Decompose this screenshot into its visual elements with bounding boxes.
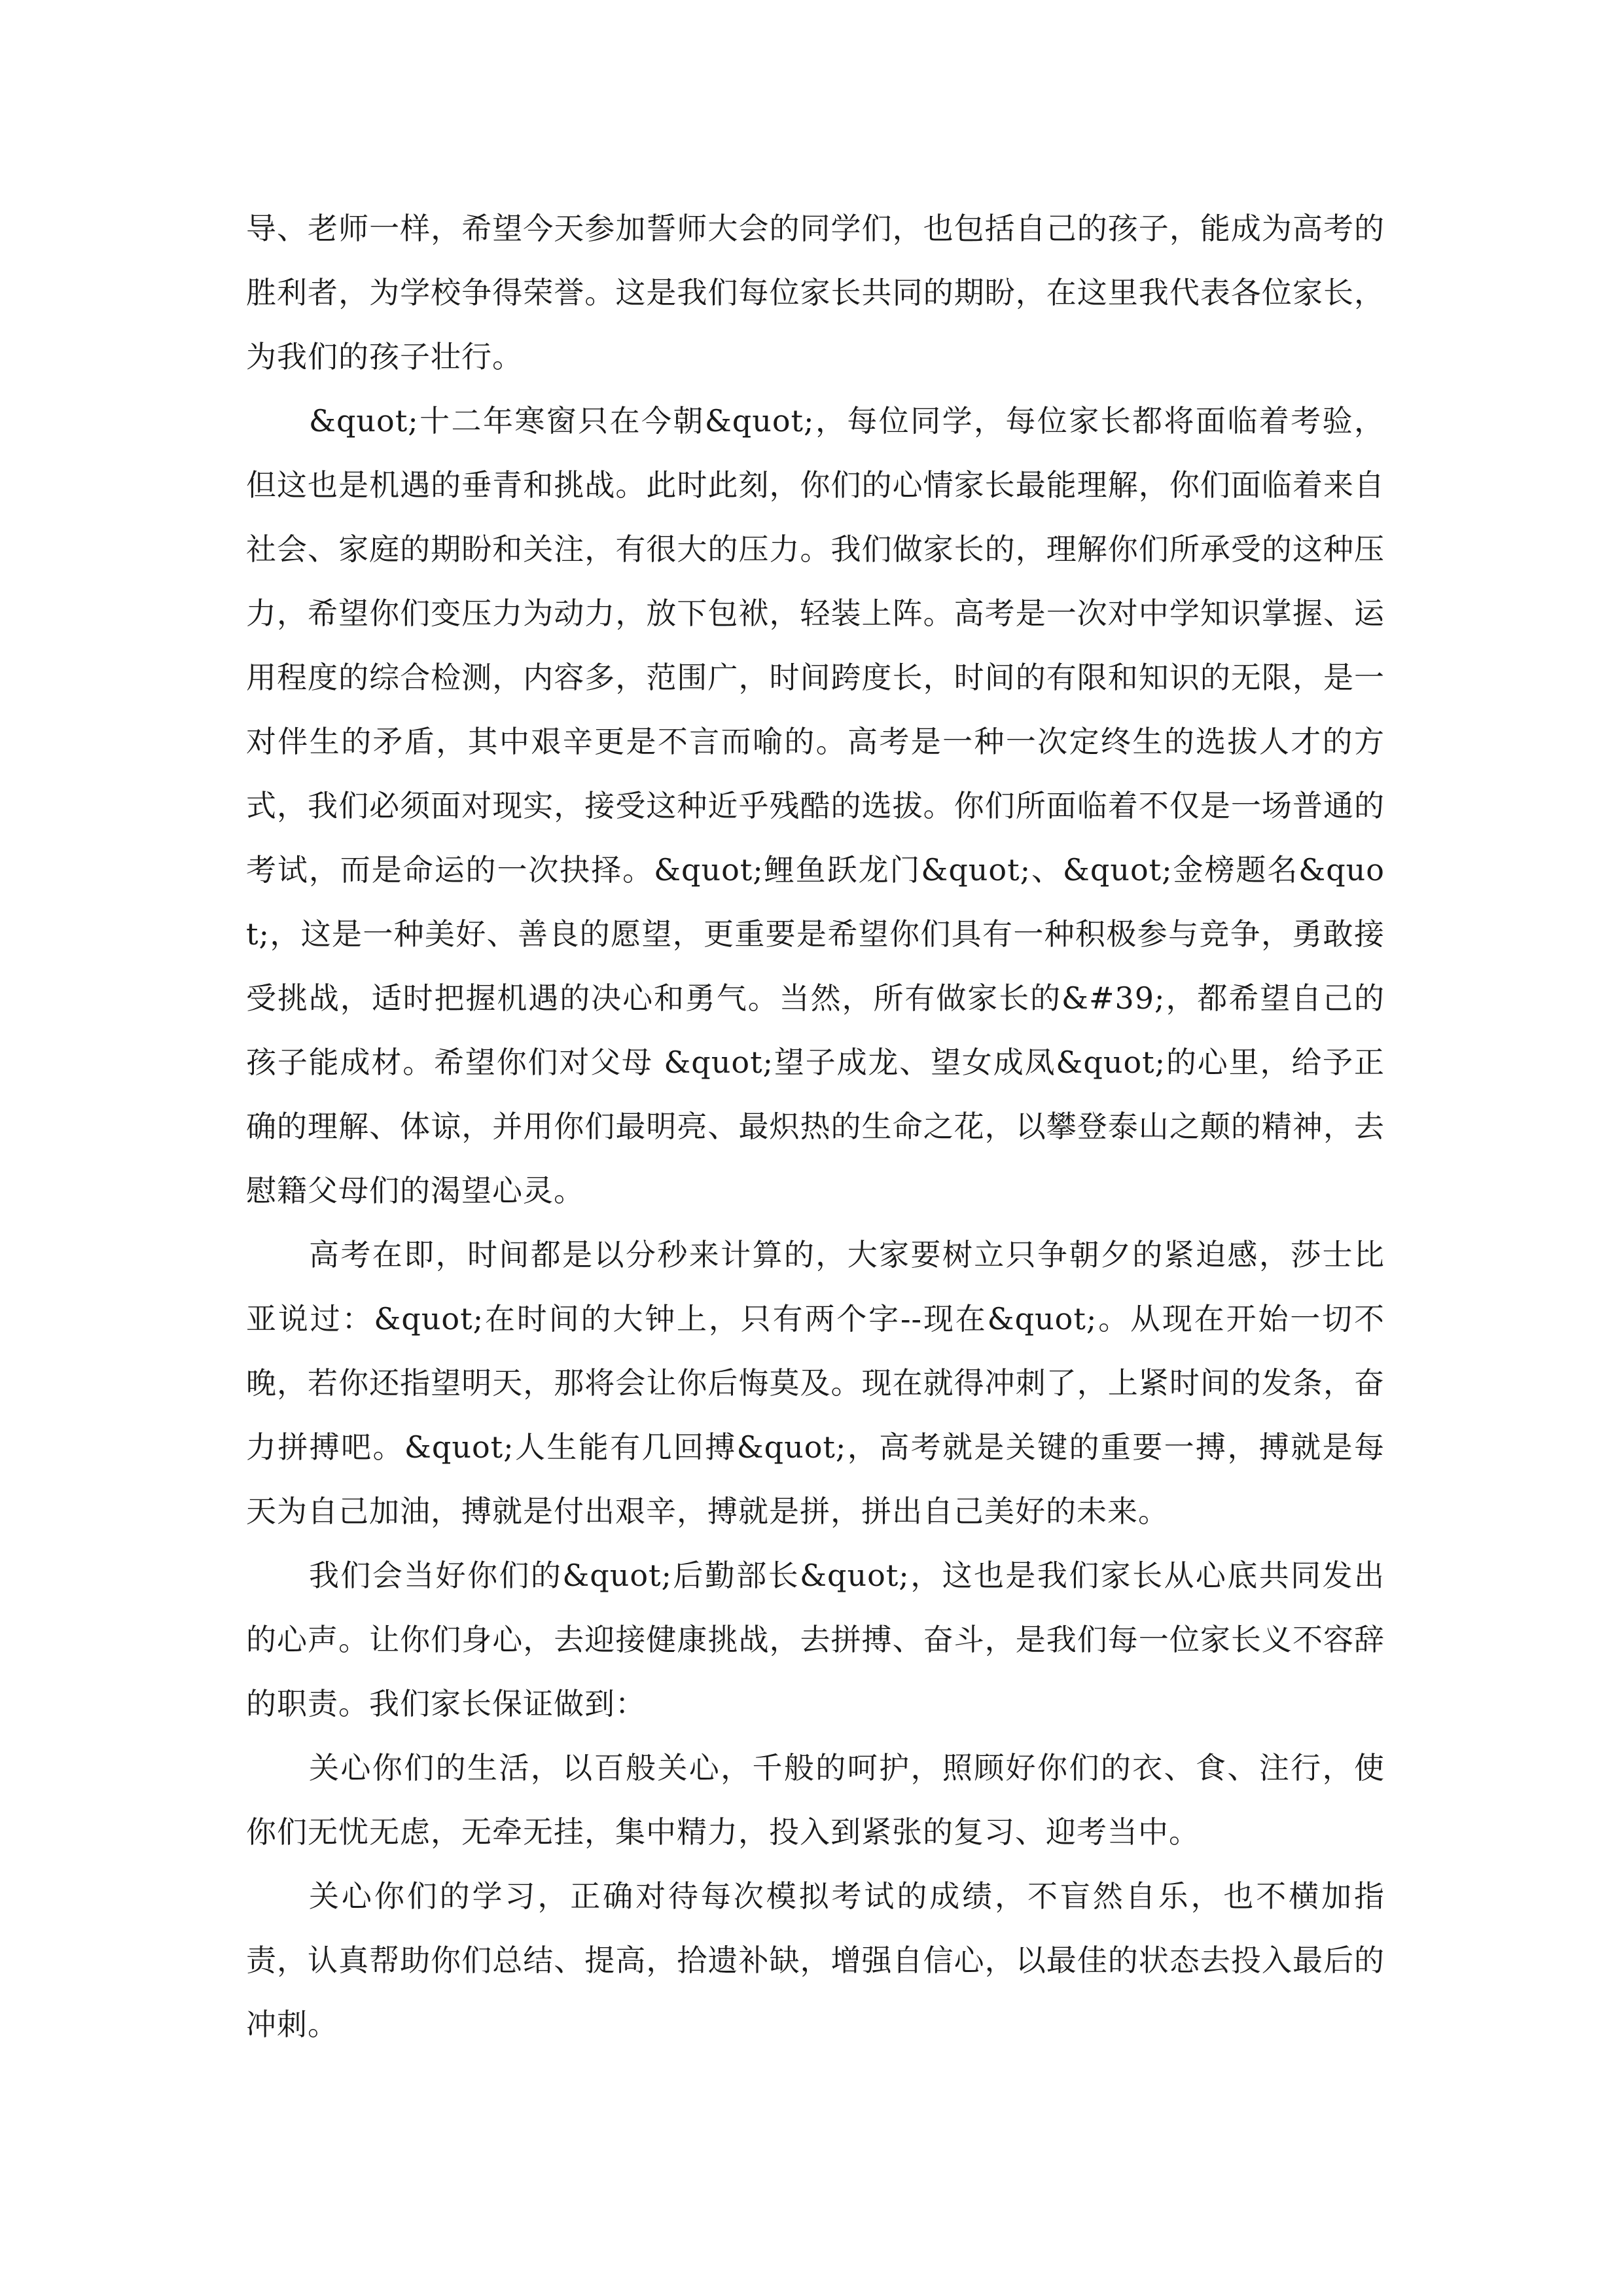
paragraph: 我们会当好你们的&quot;后勤部长&quot;，这也是我们家长从心底共同发出的心声。让你们身心，去迎接健康挑战，去拼搏、奋斗，是我们每一位家长义不容辞的职责。我们家长保证做到： — [246, 1558, 1385, 1721]
paragraph: &quot;十二年寒窗只在今朝&quot;，每位同学，每位家长都将面临着考验，但这也是机遇的垂青和挑战。此时此刻，你们的心情家长最能理解，你们面临着来自社会、家庭的期盼和关注，有很大的压力。我们做家长的，理解你们所承受的这种压力，希望你们变压力为动力，放下包袱，轻装上阵。高考是一次对中学知识掌握、运用程度的综合检测，内容多，范围广，时间跨度长，时间的有限和知识的无限，是一对伴生的矛盾，其中艰辛更是不言而喻的。高考是一种一次定终生的选拔人才的方式，我们必须面对现实，接受这种近乎残酷的选拔。你们所面临着不仅是一场普通的考试，而是命运的一次抉择。&quot;鲤鱼跃龙门&quot;、&quot;金榜题名&quot;，这是一种美好、善良的愿望，更重要是希望你们具有一种积极参与竞争，勇敢接受挑战，适时把握机遇的决心和勇气。当然，所有做家长的&#39;，都希望自己的孩子能成材。希望你们对父母 &quot;望子成龙、望女成凤&quot;的心里，给予正确的理解、体谅，并用你们最明亮、最炽热的生命之花，以攀登泰山之颠的精神，去慰籍父母们的渴望心灵。 — [246, 403, 1385, 1208]
paragraph: 高考在即，时间都是以分秒来计算的，大家要树立只争朝夕的紧迫感，莎士比亚说过：&quot;在时间的大钟上，只有两个字--现在&quot;。从现在开始一切不晚，若你还指望明天，那将会让你后悔莫及。现在就得冲刺了，上紧时间的发条，奋力拼搏吧。&quot;人生能有几回搏&quot;，高考就是关键的重要一搏，搏就是每天为自己加油，搏就是付出艰辛，搏就是拼，拼出自己美好的未来。 — [246, 1237, 1385, 1529]
paragraph: 导、老师一样，希望今天参加誓师大会的同学们，也包括自己的孩子，能成为高考的胜利者，为学校争得荣誉。这是我们每位家长共同的期盼，在这里我代表各位家长，为我们的孩子壮行。 — [246, 211, 1385, 374]
paragraph: 关心你们的学习，正确对待每次模拟考试的成绩，不盲然自乐，也不横加指责，认真帮助你们总结、提高，拾遗补缺，增强自信心，以最佳的状态去投入最后的冲刺。 — [246, 1878, 1385, 2042]
body-text — [246, 196, 1385, 2056]
paragraph: 关心你们的生活，以百般关心，千般的呵护，照顾好你们的衣、食、注行，使你们无忧无虑，无牵无挂，集中精力，投入到紧张的复习、迎考当中。 — [246, 1750, 1385, 1850]
